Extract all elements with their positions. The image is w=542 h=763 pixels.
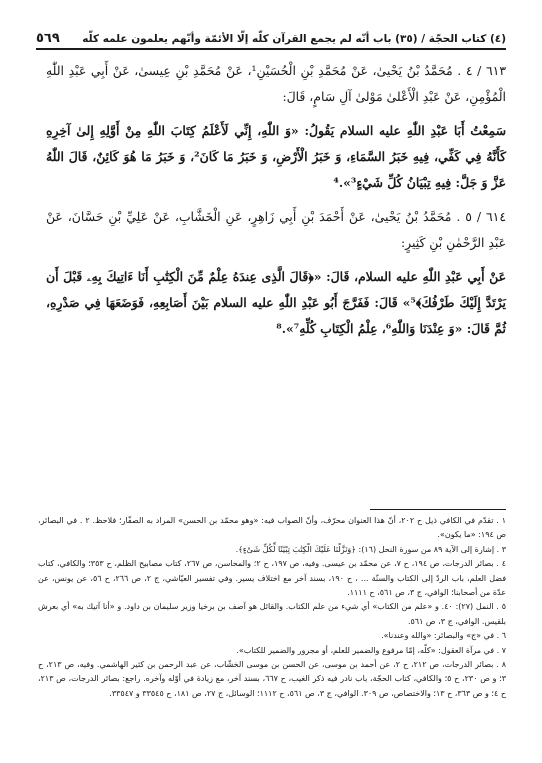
- footnote-4: ٤ . بصائر الدرجات، ص ١٩٤، ح ٧، عن محمّد بن عيسى. وفيه، ص ١٩٧، ح ٢؛ والمحاسن، ص ٢٦٧، كتاب مصابيح الظلم، ح ٣٥٣؛ والكافي، كتاب فضل العلم، باب الردّ إلى الكتاب والسنّة ... ، ح ١٩٠، بسند آخر مع اختلاف يسير. وفي تفسير العيّاشي، ج ٢، ص ٢٦٦، ح ٥٦، عن يونس، عن عدّة من أصحابنا؛ الوافي، ج ٣، ص ٥٦١، ح ١١١١.: [38, 559, 507, 598]
- footnote-3: ٣ . إشارة إلى الآية ٨٩ من سورة النحل (١٦): ﴿وَنَزَّلْنَا عَلَيْكَ الْكِتَٰبَ تِبْيَٰنًا لِّكُلِّ شَىْءٍ﴾.: [235, 544, 506, 554]
- main-text: [46, 58, 506, 350]
- hadith-613-isnad: ٦١٣ / ٤ . مُحَمَّدُ بْنُ يَحْيىٰ، عَنْ مُحَمَّدِ بْنِ الْحُسَيْنِ¹، عَنْ مُحَمَّدِ بْنِ عِيسىٰ، عَنْ أَبِي عَبْدِ اللّٰهِ الْمُؤْمِنِ، عَنْ عَبْدِ الْأَعْلىٰ مَوْلىٰ آلِ سَامٍ، قَالَ:: [46, 63, 506, 104]
- page-header: [36, 26, 506, 50]
- hadith-614-isnad: ٦١٤ / ٥ . مُحَمَّدُ بْنُ يَحْيىٰ، عَنْ أَحْمَدَ بْنِ أَبِي زَاهِرٍ، عَنِ الْخَشَّابِ، عَنْ عَلِيِّ بْنِ حَسَّانَ، عَنْ عَبْدِ الرَّحْمٰنِ بْنِ كَثِيرٍ:: [46, 209, 506, 250]
- footnote-divider: [370, 509, 506, 510]
- footnote-7: ٧ . في مرآة العقول: «كلّه، إمّا مرفوع والضمير للعلم، أو مجرور والضمير للكتاب».: [236, 645, 506, 655]
- footnote-8: ٨ . بصائر الدرجات، ص ٢١٢، ح ٢، عن أحمد بن موسى، عن الحسن بن موسى الخشّاب، عن عبد الرحمن بن كثير الهاشمي. وفيه، ص ٢١٣، ح ٣؛ و ص ٢٣٠، ح ٥؛ والكافي، كتاب الحجّة، باب نادر فيه ذكر الغيب، ح ٦٦٧، بسند آخر، مع زيادة في أوّله وآخره. راجع: بصائر الدرجات، ص ٢١٣، ح ٤؛ و ص ٣٦٣، ح ١٣؛ والاختصاص، ص ٣٠٩. الوافي، ج ٣، ص ٥٦١، ح ١١١٢؛ الوسائل، ج ٢٧، ص ١٨١، ح ٣٣٥٤٥ و ٣٣٥٤٧.: [38, 660, 506, 698]
- footnotes: [38, 514, 506, 701]
- hadith-614-matn: عَنْ أَبِي عَبْدِ اللّٰهِ عليه السلام، قَالَ: «﴿قَالَ الَّذِى عِندَهُ عِلْمٌ مِّنَ الْكِتَٰبِ أَنَا ءَاتِيكَ بِهِۦ قَبْلَ أَن يَرْتَدَّ إِلَيْكَ طَرْفُكَ﴾⁵» قَالَ: فَفَرَّجَ أَبُو عَبْدِ اللّٰهِ عليه السلام بَيْنَ أَصَابِعِهِ، فَوَضَعَهَا فِي صَدْرِهِ، ثُمَّ قَالَ: «وَ عِنْدَنَا وَاللّٰهِ⁶، عِلْمُ الْكِتَابِ كُلِّهِ⁷».⁸: [46, 269, 506, 336]
- running-title: (٤) كتاب الحجّة / (٣٥) باب أنّه لم يجمع القرآن كلّه إلّا الأئمّة وأنّهم يعلمون علمه كلّه: [82, 33, 506, 45]
- footnote-5: ٥ . النمل (٢٧): ٤٠. و «علم من الكتاب» أي شيء من علم الكتاب. والقائل هو آصف بن برخيا وزير سليمان بن داود. و «أنا آتيك به» أي بعرش بلقيس. الوافي، ج ٣، ص ٥٦١.: [38, 602, 507, 626]
- footnote-6: ٦ . في «ج» والبصائر: «والله وعندنا».: [381, 631, 506, 641]
- footnote-1-2: ١ . تقدّم في الكافي ذيل ح ٢٠٢، أنّ هذا العنوان محرّف، وأنّ الصواب فيه: «وهو محمّد بن الحسن» المراد به الصفّار؛ فلاحظ. ٢ . في البصائر، ص ١٩٤: «ما يكون».: [38, 516, 507, 540]
- hadith-613-matn: سَمِعْتُ أَبَا عَبْدِ اللّٰهِ عليه السلام يَقُولُ: «وَ اللّٰهِ، إِنِّي لَأَعْلَمُ كِتَابَ اللّٰهِ مِنْ أَوَّلِهِ إِلىٰ آخِرِهِ كَأَنَّهُ فِي كَفِّي، فِيهِ خَبَرُ السَّمَاءِ، وَ خَبَرُ الْأَرْضِ، وَ خَبَرُ مَا كَانَ²، وَ خَبَرُ مَا هُوَ كَائِنٌ، قَالَ اللّٰهُ عَزَّ وَ جَلَّ: فِيهِ تِبْيَانُ كُلِّ شَيْءٍ³».⁴: [46, 123, 507, 190]
- page-number: ٥٦٩: [36, 31, 60, 46]
